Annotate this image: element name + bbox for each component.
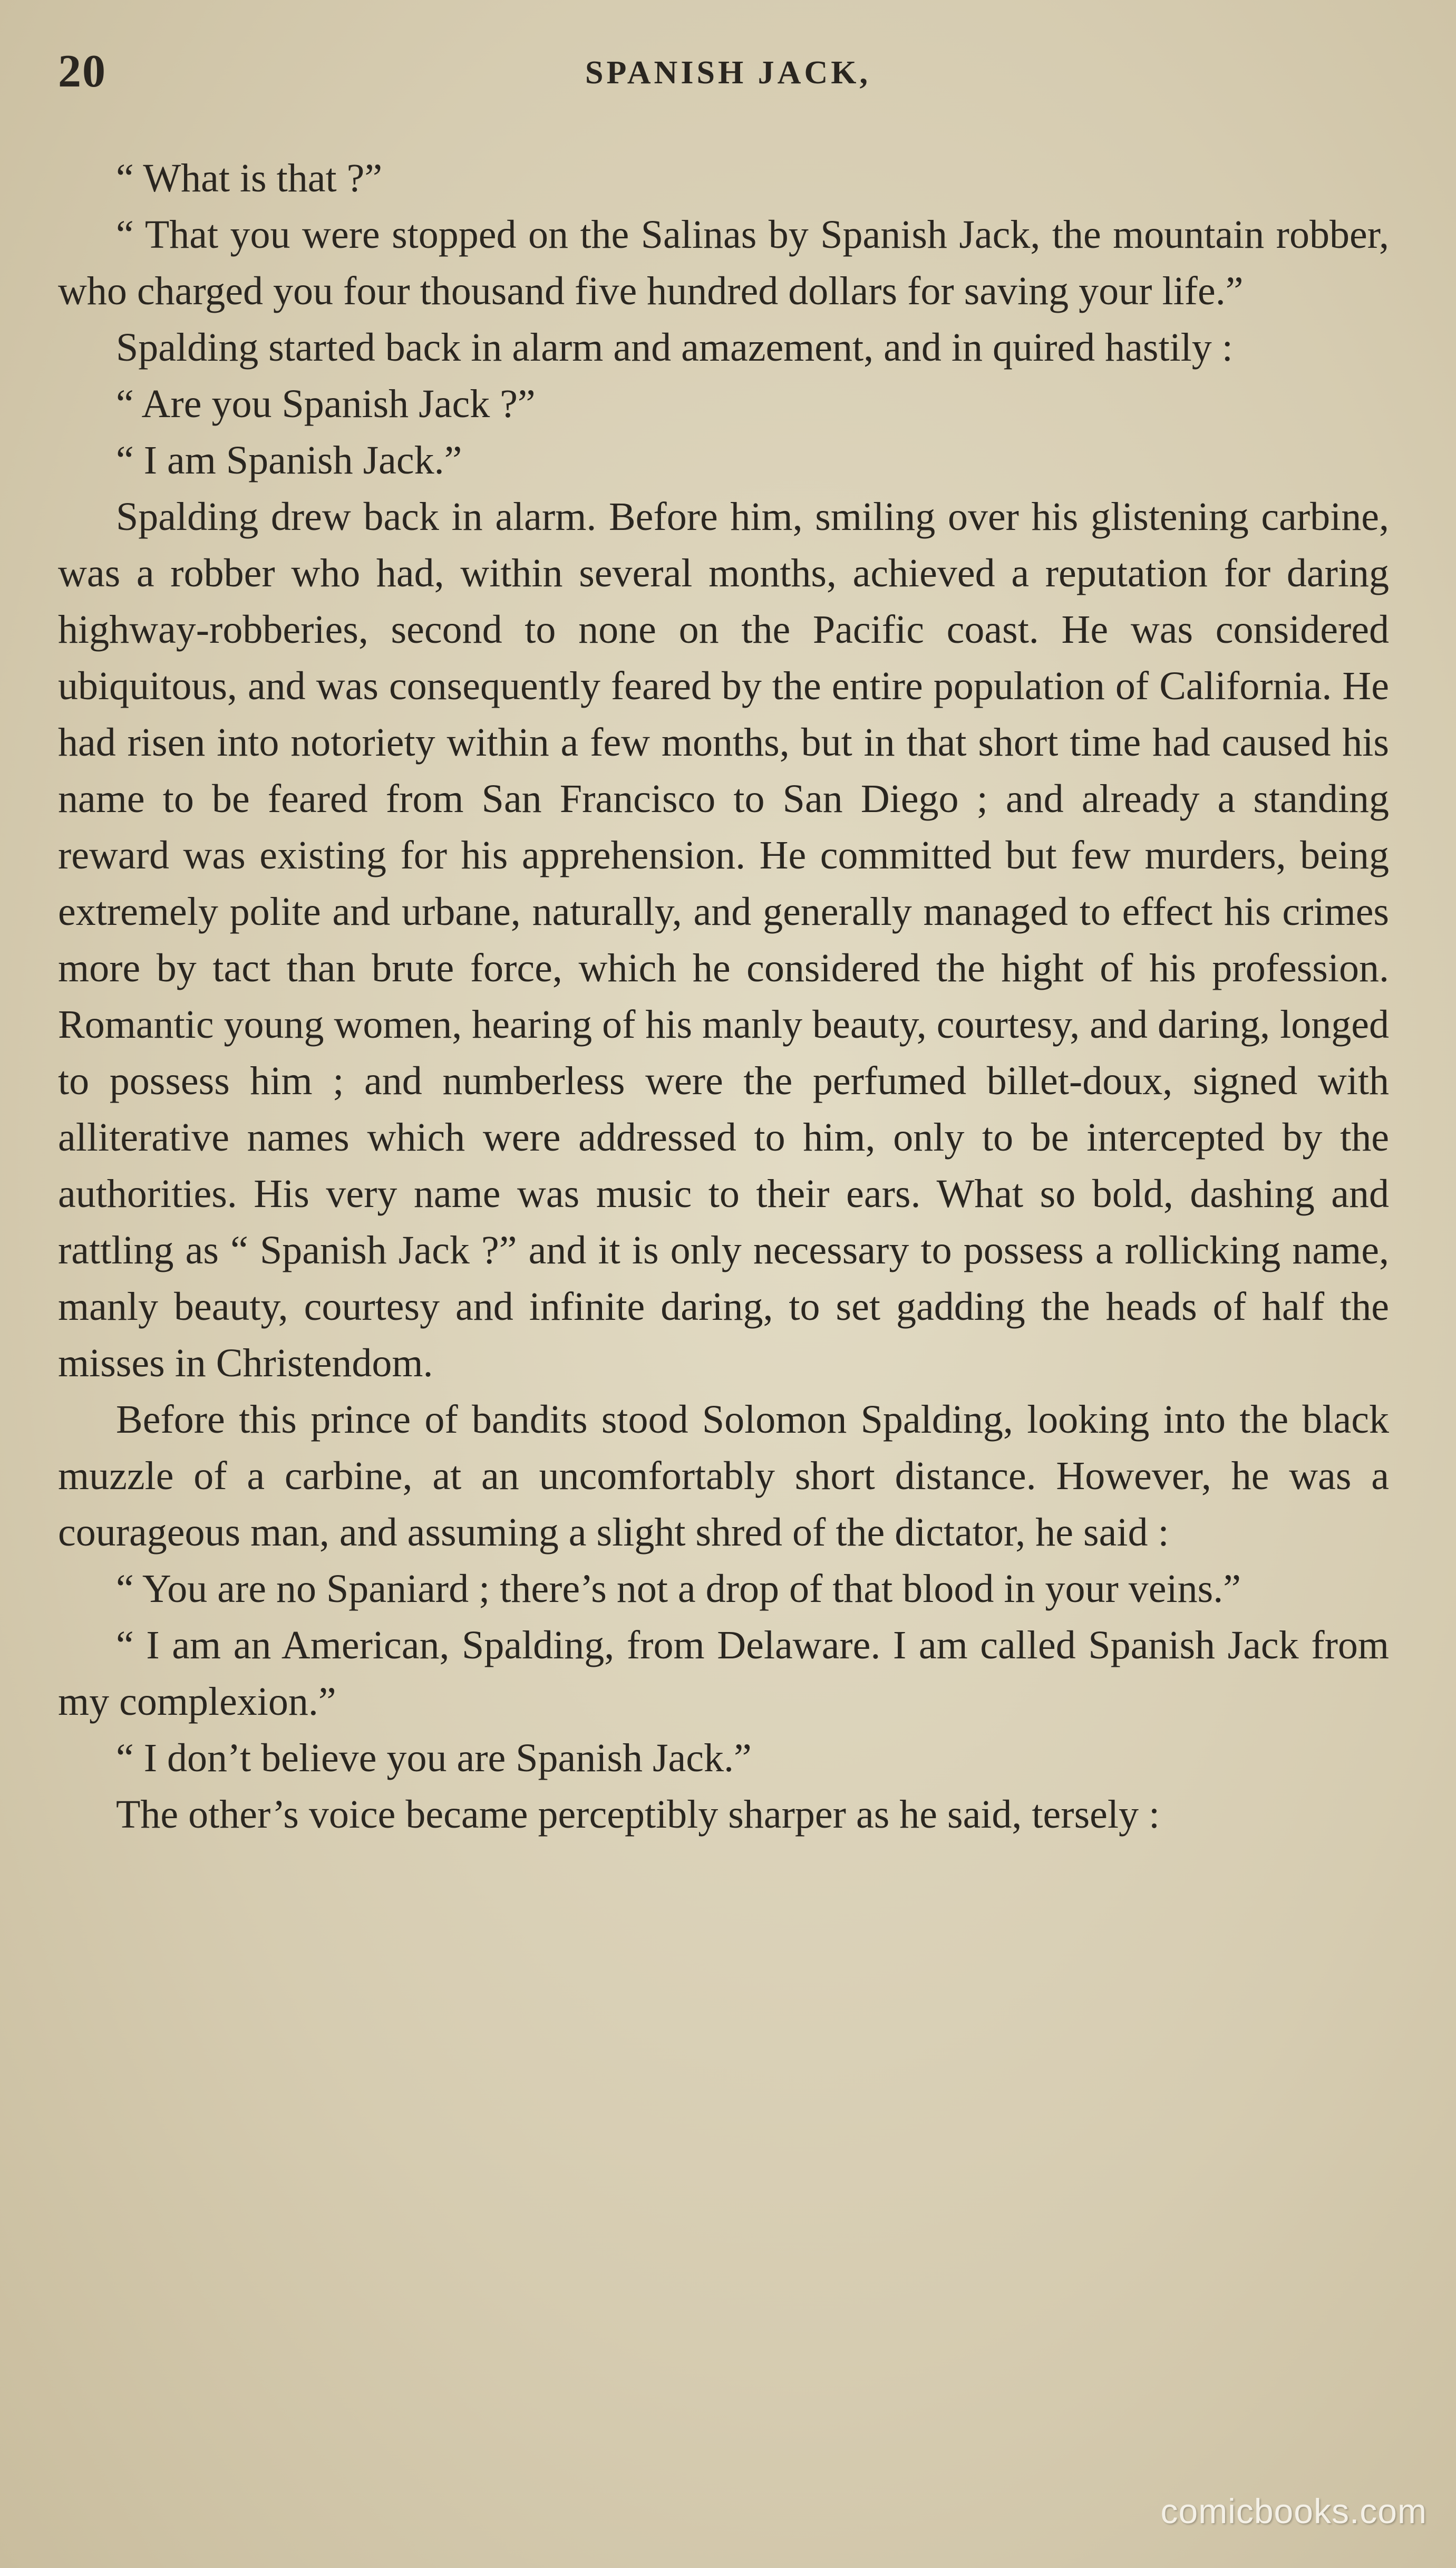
paragraph: “ That you were stopped on the Salinas by Spanish Jack, the mountain robber, who charged you four thousand five hundred dollars for saving your life.” — [58, 213, 1389, 313]
paragraph: “ I am an American, Spalding, from Delaware. I am called Spanish Jack from my complexion.” — [58, 1623, 1389, 1724]
running-head: SPANISH JACK, — [585, 55, 871, 91]
page-header — [58, 45, 1398, 103]
watermark: comicbooks.com — [1160, 2492, 1427, 2531]
paragraph: “ Are you Spanish Jack ?” — [116, 382, 536, 426]
paragraph: Before this prince of bandits stood Solomon Spalding, looking into the black muzzle of a carbine, at an uncomfortably short distance. However, he was a courageous man, and assuming a slight shred of the dictator, he said : — [58, 1397, 1389, 1555]
page-number: 20 — [58, 46, 106, 97]
paragraph: “ I am Spanish Jack.” — [116, 438, 462, 482]
paragraph: The other’s voice became perceptibly sharper as he said, tersely : — [116, 1792, 1160, 1837]
paragraph: Spalding drew back in alarm. Before him, smiling over his glistening carbine, was a robber who had, within several months, achieved a reputation for daring highway-robberies, second to none on the Pacific coast. He was considered ubiquitous, and was consequently feared by the entire population of California. He had risen into notoriety within a few months, but in that short time had caused his name to be feared from San Francisco to San Diego ; and already a standing reward was existing for his apprehension. He committed but few murders, being extremely polite and urbane, naturally, and generally managed to effect his crimes more by tact than brute force, which he considered the hight of his profession. Romantic young women, hearing of his manly beauty, courtesy, and daring, longed to possess him ; and numberless were the perfumed billet-doux, signed with alliterative names which were addressed to him, only to be intercepted by the authorities. His very name was music to their ears. What so bold, dashing and rattling as “ Spanish Jack ?” and it is only necessary to possess a rollicking name, manly beauty, courtesy and infinite daring, to set gadding the heads of half the misses in Christendom. — [58, 495, 1389, 1385]
paragraph: “ You are no Spaniard ; there’s not a drop of that blood in your veins.” — [116, 1567, 1241, 1611]
body-text — [58, 150, 1389, 1843]
paragraph: “ I don’t believe you are Spanish Jack.” — [116, 1736, 752, 1780]
paragraph: Spalding started back in alarm and amazement, and in quired hastily : — [116, 325, 1233, 370]
paragraph: “ What is that ?” — [116, 156, 383, 200]
